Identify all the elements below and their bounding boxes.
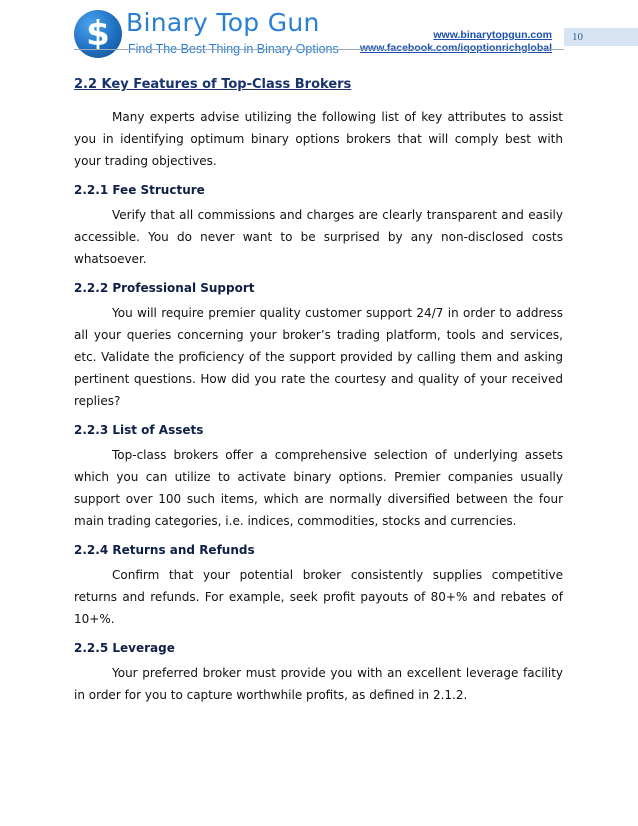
logo-tagline: Find The Best Thing in Binary Options [128, 42, 339, 56]
page-number: 10 [564, 28, 638, 46]
header-links [360, 29, 552, 55]
logo [74, 8, 339, 64]
header-divider [74, 49, 564, 50]
subsection-body-fee-structure: Verify that all commissions and charges are clearly transparent and easily accessible. You do never want to be surprised by any non-disclosed costs whatsoever. [74, 208, 563, 266]
subsection-body-professional-support: You will require premier quality customer support 24/7 in order to address all your queries concerning your broker’s trading platform, tools and services, etc. Validate the proficiency of the support provided by calling them and asking pertinent questions. How did you rate the courtesy and quality of your received replies? [74, 306, 563, 408]
subsection-title-leverage: 2.2.5 Leverage [74, 641, 175, 655]
section-heading: 2.2 Key Features of Top-Class Brokers [74, 77, 352, 92]
document-body [74, 72, 563, 706]
subsection-body-leverage: Your preferred broker must provide you with an excellent leverage facility in order for you to capture worthwhile profits, as defined in 2.1.2. [74, 666, 563, 702]
subsection-title-fee-structure: 2.2.1 Fee Structure [74, 183, 205, 197]
logo-name: Binary Top Gun [126, 8, 320, 37]
subsection-title-list-of-assets: 2.2.3 List of Assets [74, 423, 204, 437]
subsection-body-returns-refunds: Confirm that your potential broker consistently supplies competitive returns and refunds. For example, seek profit payouts of 80+% and rebates of 10+%. [74, 568, 563, 626]
subsection-body-list-of-assets: Top-class brokers offer a comprehensive selection of underlying assets which you can utilize to activate binary options. Premier companies usually support over 100 such items, which are normally diversified between the four main trading categories, i.e. indices, commodities, stocks and currencies. [74, 448, 563, 528]
logo-dollar-symbol: $ [86, 14, 110, 54]
subsection-title-returns-refunds: 2.2.4 Returns and Refunds [74, 543, 255, 557]
site-link[interactable]: www.binarytopgun.com [433, 29, 552, 41]
subsection-title-professional-support: 2.2.2 Professional Support [74, 281, 255, 295]
page-header [0, 0, 638, 70]
facebook-link[interactable]: www.facebook.com/iqoptionrichglobal [359, 42, 552, 54]
intro-paragraph: Many experts advise utilizing the following list of key attributes to assist you in identifying optimum binary options brokers that will comply best with your trading objectives. [74, 110, 563, 168]
